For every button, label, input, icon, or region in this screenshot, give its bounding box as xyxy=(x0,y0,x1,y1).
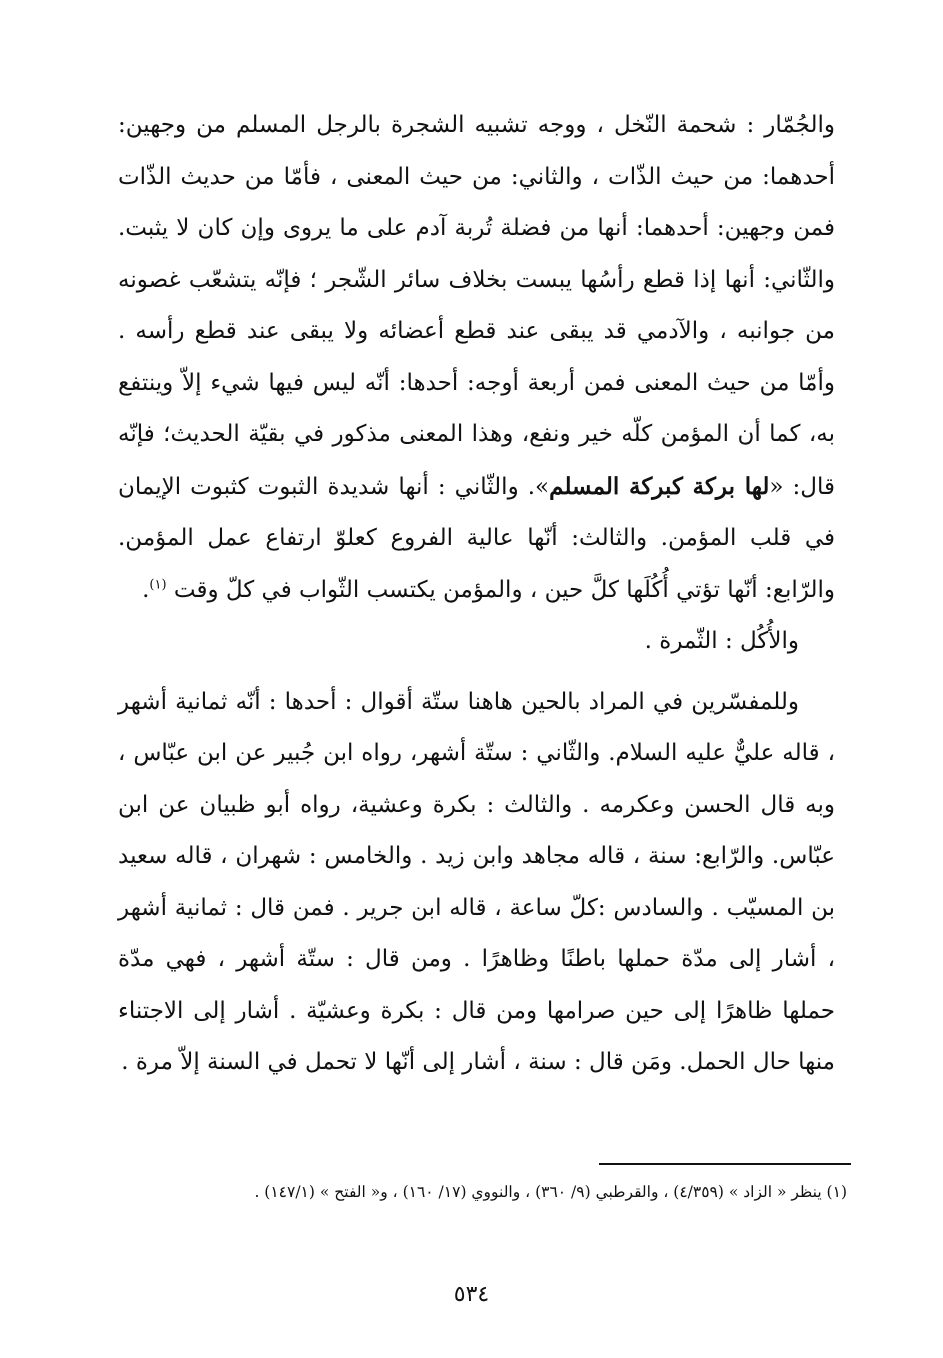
paragraph-1-text-continued: ». والثّاني : أنها شديدة الثبوت كثبوت الإيمان في قلب المؤمن. والثالث: أنّها عالية الفروع كعلوّ ارتفاع عمل المؤمن. والرّابع: أنّها تؤتي أُكُلَها كلَّ حين ، والمؤمن يكتسب الثّواب في كلّ وقت xyxy=(118,473,835,603)
paragraph-3: وللمفسّرين في المراد بالحين هاهنا ستّة أقوال : أحدها : أنّه ثمانية أشهر ، قاله عليٌّ عليه السلام. والثّاني : ستّة أشهر، رواه ابن جُبير عن ابن عبّاس ، وبه قال الحسن وعكرمه . والثالث : بكرة وعشية، رواه أبو ظبيان عن ابن عبّاس. والرّابع: سنة ، قاله مجاهد وابن زيد . والخامس : شهران ، قاله سعيد بن المسيّب . والسادس :كلّ ساعة ، قاله ابن جرير . فمن قال : ثمانية أشهر ، أشار إلى مدّة حملها باطنًا وظاهرًا . ومن قال : ستّة أشهر ، فهي مدّة حملها ظاهرًا إلى حين صرامها ومن قال : بكرة وعشيّة . أشار إلى الاجتناء منها حال الحمل. ومَن قال : سنة ، أشار إلى أنّها لا تحمل في السنة إلاّ مرة . xyxy=(118,688,835,1075)
footnote-marker[interactable]: (١) xyxy=(149,576,167,592)
paragraph-1 xyxy=(118,100,835,616)
page-number: ٥٣٤ xyxy=(453,1282,490,1307)
paragraph-2: والأُكُل : الثّمرة . xyxy=(644,628,799,654)
paragraph-1-end: . xyxy=(142,576,150,603)
footnote: (١) ينظر « الزاد » (٤/٣٥٩) ، والقرطبي (٩/ ٣٦٠) ، والنووي (١٧/ ١٦٠) ، و« الفتح » (١٤٧/١) . xyxy=(254,1183,847,1201)
paragraph-1-text: والجُمّار : شحمة النّخل ، ووجه تشبيه الشجرة بالرجل المسلم من وجهين: أحدهما: من حيث الذّات ، والثاني: من حيث المعنى ، فأمّا من حديث الذّات فمن وجهين: أحدهما: أنها من فضلة تُربة آدم على ما يروى وإن كان لا يثبت. والثّاني: أنها إذا قطع رأسُها يبست بخلاف سائر الشّجر ؛ فإنّه يتشعّب غصونه من جوانبه ، والآدمي قد يبقى عند قطع أعضائه ولا يبقى عند قطع رأسه . وأمّا من حيث المعنى فمن أربعة أوجه: أحدها: أنّه ليس فيها شيء إلاّ وينتفع به، كما أن المؤمن كلّه خير ونفع، وهذا المعنى مذكور في بقيّة الحديث؛ فإنّه قال: « xyxy=(118,112,836,500)
main-text xyxy=(118,100,835,1089)
hadith-quote-bold: لها بركة كبركة المسلم xyxy=(549,472,770,500)
footnote-divider xyxy=(599,1163,851,1165)
